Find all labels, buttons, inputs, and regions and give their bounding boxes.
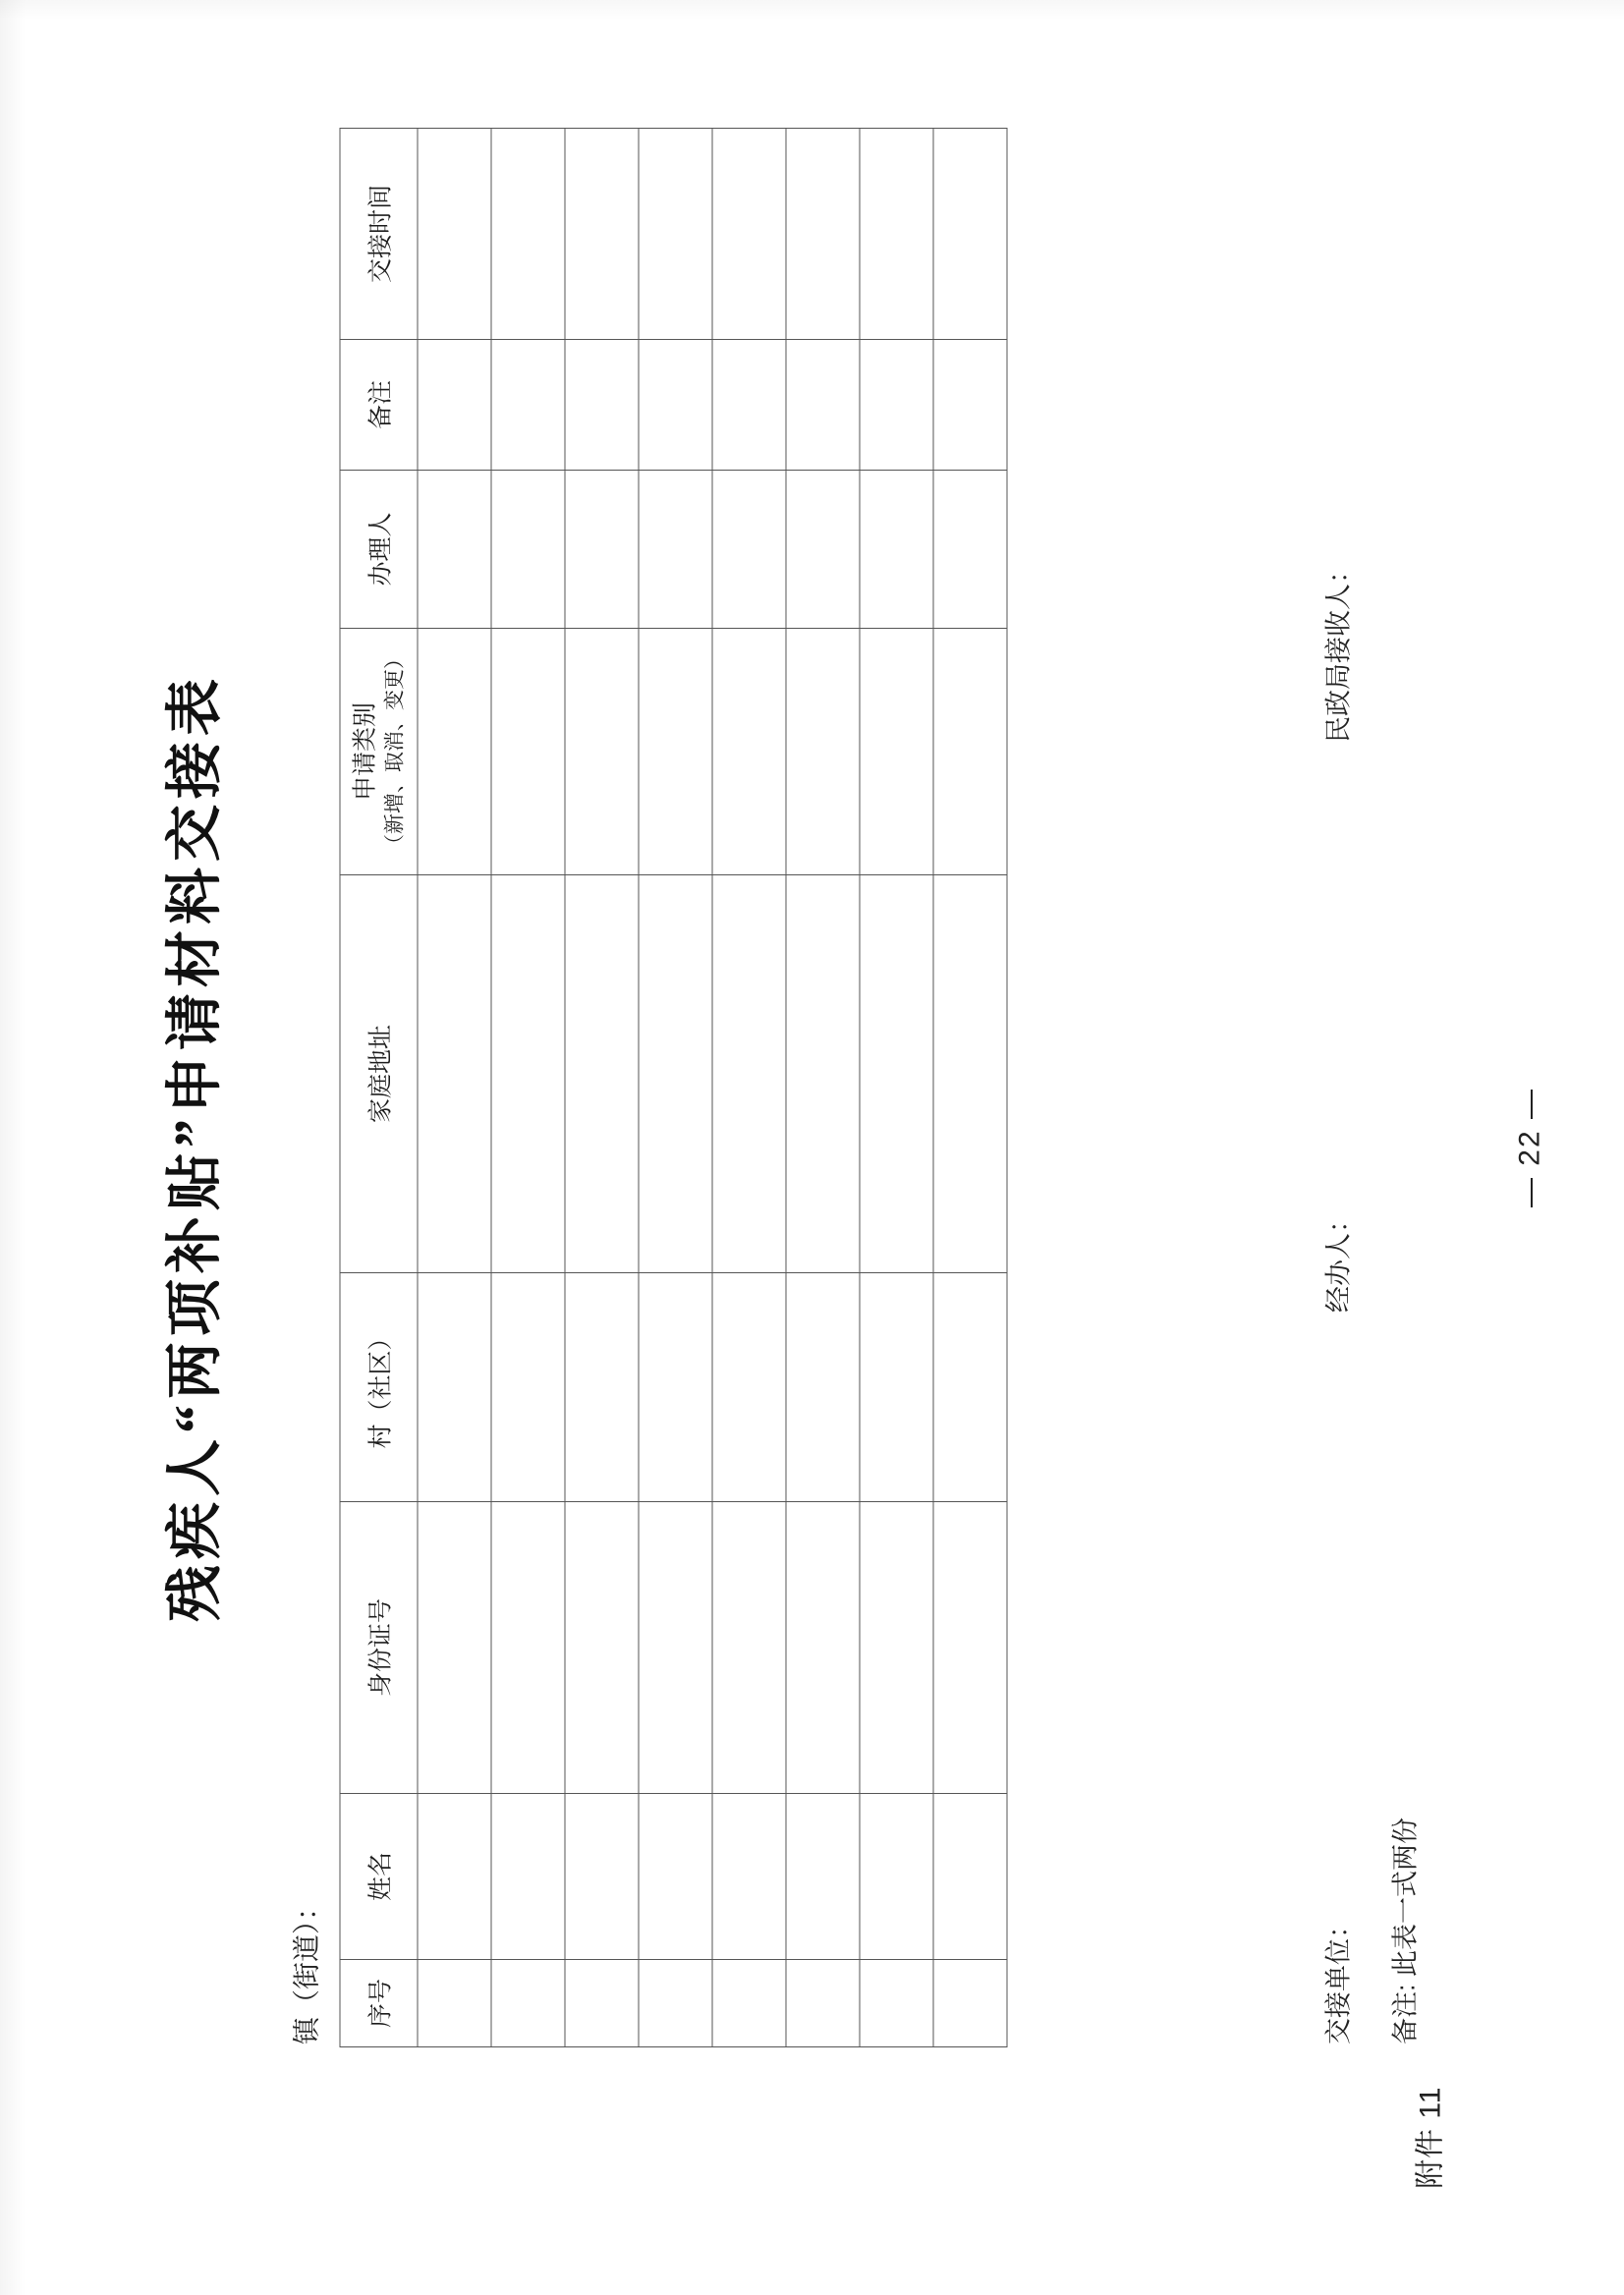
column-header-handler: 办理人 xyxy=(340,471,418,629)
cell-index[interactable] xyxy=(639,1960,712,2047)
cell-type[interactable] xyxy=(712,629,786,875)
cell-name[interactable] xyxy=(491,1794,565,1960)
table-header-row xyxy=(340,129,418,2047)
cell-handler[interactable] xyxy=(712,471,786,629)
cell-type[interactable] xyxy=(786,629,860,875)
cell-remark[interactable] xyxy=(491,340,565,471)
cell-village[interactable] xyxy=(786,1273,860,1502)
table-row xyxy=(860,129,933,2047)
cell-name[interactable] xyxy=(786,1794,860,1960)
table-row xyxy=(786,129,860,2047)
cell-remark[interactable] xyxy=(786,340,860,471)
column-header-id-number: 身份证号 xyxy=(340,1502,418,1794)
cell-remark[interactable] xyxy=(712,340,786,471)
attachment-label: 附件 11 xyxy=(1414,2086,1446,2189)
page-number: — 22 — xyxy=(1513,1087,1545,1208)
cell-name[interactable] xyxy=(565,1794,639,1960)
column-header-home-address: 家庭地址 xyxy=(340,875,418,1273)
cell-time[interactable] xyxy=(639,129,712,340)
cell-village[interactable] xyxy=(418,1273,491,1502)
column-header-application-type-sub: （新增、取消、变更） xyxy=(381,648,406,855)
cell-address[interactable] xyxy=(491,875,565,1273)
table-row xyxy=(491,129,565,2047)
cell-type[interactable] xyxy=(491,629,565,875)
footer-note: 备注: 此表一式两份 xyxy=(1390,1817,1420,2044)
cell-type[interactable] xyxy=(565,629,639,875)
cell-time[interactable] xyxy=(933,129,1007,340)
cell-village[interactable] xyxy=(712,1273,786,1502)
cell-type[interactable] xyxy=(933,629,1007,875)
cell-name[interactable] xyxy=(933,1794,1007,1960)
cell-type[interactable] xyxy=(418,629,491,875)
agent-label: 经办人： xyxy=(1323,1206,1353,1313)
cell-village[interactable] xyxy=(491,1273,565,1502)
column-header-name: 姓名 xyxy=(340,1794,418,1960)
receiver-label: 民政局接收人： xyxy=(1323,557,1353,743)
table-row xyxy=(565,129,639,2047)
cell-id[interactable] xyxy=(860,1502,933,1794)
cell-id[interactable] xyxy=(418,1502,491,1794)
column-header-handover-time: 交接时间 xyxy=(340,129,418,340)
column-header-application-type-main: 申请类别 xyxy=(352,702,379,802)
cell-index[interactable] xyxy=(712,1960,786,2047)
cell-type[interactable] xyxy=(639,629,712,875)
cell-id[interactable] xyxy=(712,1502,786,1794)
town-field-label: 镇（街道）： xyxy=(291,1892,321,2044)
handover-table xyxy=(339,128,1007,2047)
cell-village[interactable] xyxy=(860,1273,933,1502)
table-row xyxy=(933,129,1007,2047)
cell-index[interactable] xyxy=(933,1960,1007,2047)
column-header-application-type xyxy=(340,629,418,875)
cell-handler[interactable] xyxy=(933,471,1007,629)
cell-remark[interactable] xyxy=(418,340,491,471)
cell-remark[interactable] xyxy=(860,340,933,471)
cell-index[interactable] xyxy=(491,1960,565,2047)
cell-id[interactable] xyxy=(565,1502,639,1794)
cell-name[interactable] xyxy=(418,1794,491,1960)
cell-address[interactable] xyxy=(860,875,933,1273)
cell-id[interactable] xyxy=(933,1502,1007,1794)
cell-village[interactable] xyxy=(565,1273,639,1502)
column-header-village: 村（社区） xyxy=(340,1273,418,1502)
table-body xyxy=(418,129,1007,2047)
column-header-index: 序号 xyxy=(340,1960,418,2047)
cell-handler[interactable] xyxy=(786,471,860,629)
cell-name[interactable] xyxy=(860,1794,933,1960)
cell-handler[interactable] xyxy=(860,471,933,629)
table-row xyxy=(712,129,786,2047)
cell-address[interactable] xyxy=(639,875,712,1273)
cell-address[interactable] xyxy=(933,875,1007,1273)
table-row xyxy=(639,129,712,2047)
cell-handler[interactable] xyxy=(639,471,712,629)
cell-remark[interactable] xyxy=(565,340,639,471)
cell-time[interactable] xyxy=(565,129,639,340)
cell-id[interactable] xyxy=(491,1502,565,1794)
cell-village[interactable] xyxy=(639,1273,712,1502)
cell-address[interactable] xyxy=(418,875,491,1273)
cell-handler[interactable] xyxy=(418,471,491,629)
cell-id[interactable] xyxy=(639,1502,712,1794)
cell-time[interactable] xyxy=(712,129,786,340)
column-header-remark: 备注 xyxy=(340,340,418,471)
handover-unit-label: 交接单位： xyxy=(1323,1912,1353,2044)
cell-time[interactable] xyxy=(491,129,565,340)
cell-time[interactable] xyxy=(418,129,491,340)
cell-name[interactable] xyxy=(712,1794,786,1960)
cell-id[interactable] xyxy=(786,1502,860,1794)
page-title: 残疾人“两项补贴”申请材料交接表 xyxy=(162,673,226,1623)
cell-type[interactable] xyxy=(860,629,933,875)
cell-remark[interactable] xyxy=(933,340,1007,471)
cell-name[interactable] xyxy=(639,1794,712,1960)
cell-address[interactable] xyxy=(565,875,639,1273)
cell-village[interactable] xyxy=(933,1273,1007,1502)
cell-time[interactable] xyxy=(786,129,860,340)
cell-index[interactable] xyxy=(565,1960,639,2047)
cell-index[interactable] xyxy=(418,1960,491,2047)
cell-remark[interactable] xyxy=(639,340,712,471)
cell-handler[interactable] xyxy=(565,471,639,629)
table-row xyxy=(418,129,491,2047)
cell-handler[interactable] xyxy=(491,471,565,629)
cell-index[interactable] xyxy=(860,1960,933,2047)
cell-address[interactable] xyxy=(712,875,786,1273)
cell-address[interactable] xyxy=(786,875,860,1273)
cell-index[interactable] xyxy=(786,1960,860,2047)
cell-time[interactable] xyxy=(860,129,933,340)
